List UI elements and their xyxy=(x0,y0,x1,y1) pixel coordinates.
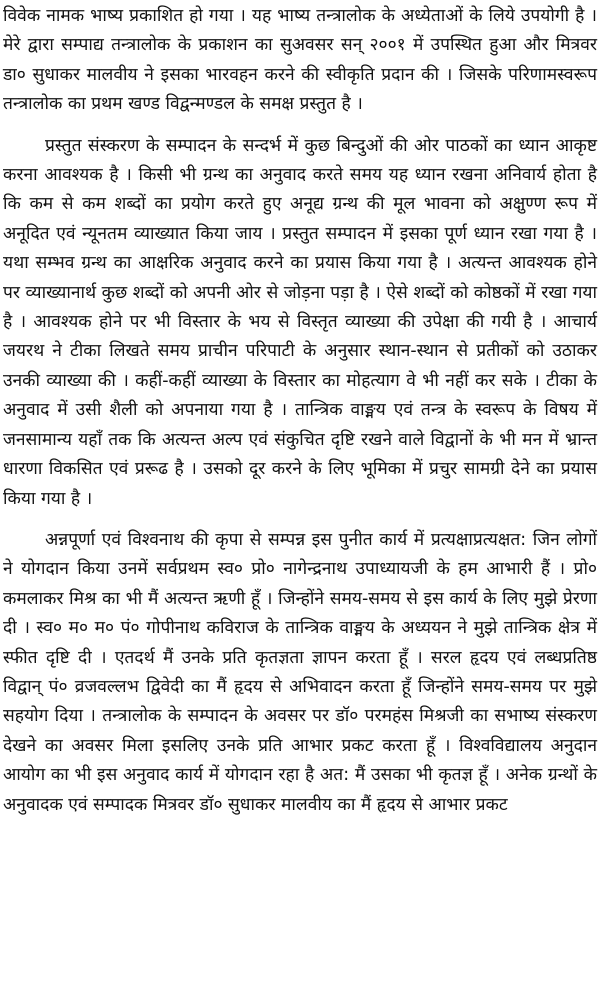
paragraph-3: अन्नपूर्णा एवं विश्वनाथ की कृपा से सम्पन्न इस पुनीत कार्य में प्रत्यक्षाप्रत्यक्षत: जिन लोगों ने योगदान किया उनमें सर्वप्रथम स्व० प्रो० नागेन्द्रनाथ उपाध्यायजी के हम आभारी हैं । प्रो० कमलाकर मिश्र का भी मैं अत्यन्त ऋणी हूँ । जिन्होंने समय-समय से इस कार्य के लिए मुझे प्रेरणा दी । स्व० म० म० पं० गोपीनाथ कविराज के तान्त्रिक वाङ्मय के अध्ययन ने मुझे तान्त्रिक क्षेत्र में स्फीत दृष्टि दी । एतदर्थ मैं उनके प्रति कृतज्ञता ज्ञापन करता हूँ । सरल हृदय एवं लब्धप्रतिष्ठ विद्वान् पं० व्रजवल्लभ द्विवेदी का मैं हृदय से अभिवादन करता हूँ जिन्होंने समय-समय पर मुझे सहयोग दिया । तन्त्रालोक के सम्पादन के अवसर पर डॉ० परमहंस मिश्रजी का सभाष्य संस्करण देखने का अवसर मिला इसलिए उनके प्रति आभार प्रकट करता हूँ । विश्वविद्यालय अनुदान आयोग का भी इस अनुवाद कार्य में योगदान रहा है अत: मैं उसका भी कृतज्ञ हूँ । अनेक ग्रन्थों के अनुवादक एवं सम्पादक मित्रवर डॉ० सुधाकर मालवीय का मैं हृदय से आभार प्रकट xyxy=(3,529,597,815)
paragraph-1: विवेक नामक भाष्य प्रकाशित हो गया । यह भाष्य तन्त्रालोक के अध्येताओं के लिये उपयोगी है । मेरे द्वारा सम्पाद्य तन्त्रालोक के प्रकाशन का सुअवसर सन् २००१ में उपस्थित हुआ और मित्रवर डा० सुधाकर मालवीय ने इसका भारवहन करने की स्वीकृति प्रदान की । जिसके परिणामस्वरूप तन्त्रालोक का प्रथम खण्ड विद्वन्मण्डल के समक्ष प्रस्तुत है । xyxy=(3,6,597,115)
paragraph-2: प्रस्तुत संस्करण के सम्पादन के सन्दर्भ में कुछ बिन्दुओं की ओर पाठकों का ध्यान आकृष्ट करना आवश्यक है । किसी भी ग्रन्थ का अनुवाद करते समय यह ध्यान रखना अनिवार्य होता है कि कम से कम शब्दों का प्रयोग करते हुए अनूद्य ग्रन्थ की मूल भावना को अक्षुण्ण रूप में अनूदित एवं न्यूनतम व्याख्यात किया जाय । प्रस्तुत सम्पादन में इसका पूर्ण ध्यान रखा गया है । यथा सम्भव ग्रन्थ का आक्षरिक अनुवाद करने का प्रयास किया गया है । अत्यन्त आवश्यक होने पर व्याख्यानार्थ कुछ शब्दों को अपनी ओर से जोड़ना पड़ा है । ऐसे शब्दों को कोष्ठकों में रखा गया है । आवश्यक होने पर भी विस्तार के भय से विस्तृत व्याख्या की उपेक्षा की गयी है । आचार्य जयरथ ने टीका लिखते समय प्राचीन परिपाटी के अनुसार स्थान-स्थान से प्रतीकों को उठाकर उनकी व्याख्या की । कहीं-कहीं व्याख्या के विस्तार का मोहत्याग वे भी नहीं कर सके । टीका के अनुवाद में उसी शैली को अपनाया गया है । तान्त्रिक वाङ्मय एवं तन्त्र के स्वरूप के विषय में जनसामान्य यहाँ तक कि अत्यन्त अल्प एवं संकुचित दृष्टि रखने वाले विद्वानों के भी मन में भ्रान्त धारणा विकसित एवं प्ररूढ है । उसको दूर करने के लिए भूमिका में प्रचुर सामग्री देने का प्रयास किया गया है । xyxy=(3,135,597,509)
